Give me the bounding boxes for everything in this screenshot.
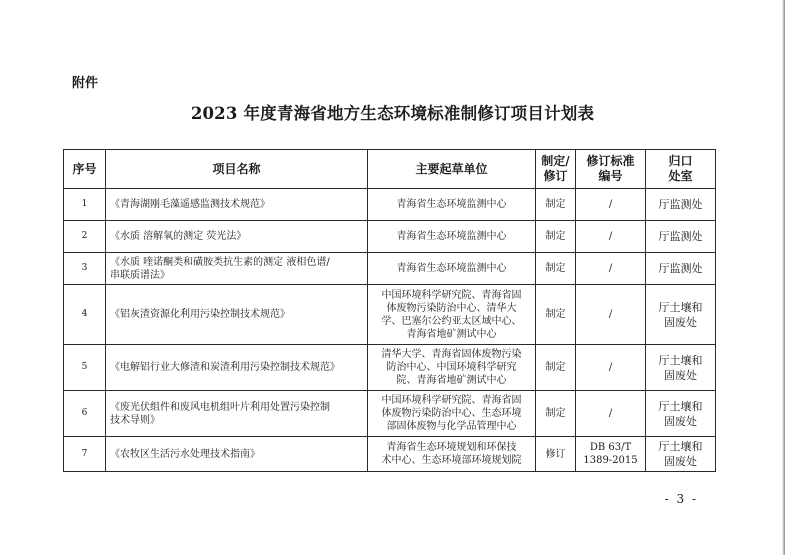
header-standard-line2: 编号 [598, 169, 623, 183]
row-formulate-revise: 制定 [536, 285, 576, 345]
row-responsible-department [646, 253, 716, 285]
row-serial-number: 4 [64, 285, 106, 345]
row-standard-number [576, 285, 646, 345]
row-serial-number: 6 [64, 391, 106, 437]
row-standard-number-line: / [608, 199, 613, 210]
row-standard-number [576, 189, 646, 221]
row-responsible-department-line: 厅监测处 [658, 262, 703, 275]
row-responsible-department-line: 固废处 [664, 455, 697, 468]
row-drafting-organization-line: 青海省生态环境规划和环保技 [386, 442, 517, 453]
table-row [64, 253, 716, 285]
row-responsible-department [646, 345, 716, 391]
row-drafting-organization-line: 清华大学、青海省固体废物污染 [381, 349, 522, 360]
table-row [64, 345, 716, 391]
row-drafting-organization-line: 中国环境科学研究院、青海省固 [381, 289, 522, 301]
row-formulate-revise: 制定 [536, 391, 576, 437]
row-responsible-department [646, 221, 716, 253]
row-standard-number [576, 253, 646, 285]
row-project-name [106, 437, 368, 472]
row-standard-number [576, 437, 646, 472]
header-drafting-organization: 主要起草单位 [368, 150, 536, 189]
row-drafting-organization [368, 345, 536, 391]
row-responsible-department [646, 189, 716, 221]
row-drafting-organization-line: 青海省生态环境监测中心 [396, 231, 507, 242]
table-header-row [64, 150, 716, 189]
row-drafting-organization-line: 术中心、生态环境部环境规划院 [381, 455, 522, 466]
row-serial-number: 3 [64, 253, 106, 285]
row-responsible-department-line: 厅土壤和 [658, 399, 703, 413]
row-responsible-department [646, 437, 716, 472]
row-serial-number: 7 [64, 437, 106, 472]
row-drafting-organization [368, 253, 536, 285]
header-responsible-department [646, 150, 716, 189]
row-drafting-organization-line: 学、巴塞尔公约亚太区域中心、 [381, 315, 522, 327]
row-drafting-organization-line: 中国环境科学研究院、青海省固 [381, 395, 522, 406]
row-project-name-line: 技术导则》 [110, 414, 160, 426]
row-responsible-department-line: 固废处 [664, 414, 697, 428]
row-project-name [106, 285, 368, 345]
header-department-line1: 归口 [668, 154, 693, 168]
row-project-name [106, 221, 368, 253]
header-project-name: 项目名称 [106, 150, 368, 189]
attachment-label: 附件 [72, 76, 99, 91]
header-formulate-revise [536, 150, 576, 189]
header-formulate-revise-line1: 制定/ [541, 154, 570, 168]
row-serial-number: 1 [64, 189, 106, 221]
row-drafting-organization [368, 437, 536, 472]
row-standard-number-line: 1389-2015 [583, 455, 638, 466]
row-serial-number: 2 [64, 221, 106, 253]
row-drafting-organization-line: 体废物污染防治中心、生态环境 [381, 408, 522, 419]
row-project-name-line: 串联质谱法》 [110, 269, 170, 281]
row-formulate-revise: 修订 [536, 437, 576, 472]
row-standard-number [576, 391, 646, 437]
row-responsible-department-line: 厅监测处 [658, 230, 703, 243]
row-drafting-organization-line: 青海省生态环境监测中心 [396, 199, 507, 210]
row-formulate-revise: 制定 [536, 345, 576, 391]
row-drafting-organization [368, 285, 536, 345]
row-formulate-revise: 制定 [536, 253, 576, 285]
row-drafting-organization-line: 部固体废物与化学品管理中心 [386, 421, 517, 432]
row-drafting-organization [368, 189, 536, 221]
row-standard-number [576, 345, 646, 391]
row-project-name-line: 《电解铝行业大修渣和炭渣利用污染控制技术规范》 [110, 362, 340, 373]
table-row [64, 437, 716, 472]
row-standard-number-line: / [608, 231, 613, 242]
row-project-name-line: 《水质 溶解氧的测定 荧光法》 [110, 231, 247, 242]
row-project-name-line: 《青海湖刚毛藻遥感监测技术规范》 [110, 199, 270, 210]
row-formulate-revise: 制定 [536, 221, 576, 253]
row-formulate-revise: 制定 [536, 189, 576, 221]
table-body [64, 189, 716, 472]
row-standard-number-line: / [608, 309, 613, 320]
row-responsible-department [646, 391, 716, 437]
row-drafting-organization-line: 青海省地矿测试中心 [406, 328, 497, 340]
row-project-name [106, 189, 368, 221]
row-responsible-department [646, 285, 716, 345]
header-revised-standard-number [576, 150, 646, 189]
row-drafting-organization [368, 221, 536, 253]
table-row [64, 391, 716, 437]
row-standard-number-line: / [608, 408, 613, 419]
table-row [64, 285, 716, 345]
row-drafting-organization-line: 青海省生态环境监测中心 [396, 263, 507, 274]
row-drafting-organization-line: 防治中心、中国环境科学研究 [386, 362, 517, 373]
row-responsible-department-line: 厅土壤和 [658, 440, 703, 453]
row-project-name-line: 《农牧区生活污水处理技术指南》 [110, 448, 260, 460]
row-serial-number: 5 [64, 345, 106, 391]
header-standard-line1: 修订标准 [586, 154, 635, 168]
row-responsible-department-line: 厅监测处 [658, 198, 703, 211]
row-responsible-department-line: 厅土壤和 [658, 353, 703, 367]
row-standard-number [576, 221, 646, 253]
row-project-name [106, 391, 368, 437]
header-serial-number: 序号 [64, 150, 106, 189]
row-drafting-organization [368, 391, 536, 437]
row-responsible-department-line: 固废处 [664, 315, 697, 329]
row-drafting-organization-line: 体废物污染防治中心、清华大 [386, 302, 517, 314]
standards-plan-table [63, 149, 716, 472]
document-title: 2023 年度青海省地方生态环境标准制修订项目计划表 [190, 104, 595, 123]
row-responsible-department-line: 厅土壤和 [658, 300, 703, 314]
table-row [64, 189, 716, 221]
row-project-name [106, 253, 368, 285]
row-project-name-line: 《铝灰渣资源化利用污染控制技术规范》 [110, 309, 290, 320]
row-responsible-department-line: 固废处 [664, 368, 697, 382]
table-row [64, 221, 716, 253]
row-project-name-line: 《废光伏组件和废风电机组叶片利用处置污染控制 [110, 401, 330, 413]
row-drafting-organization-line: 院、青海省地矿测试中心 [396, 375, 507, 386]
row-standard-number-line: DB 63/T [589, 442, 632, 453]
row-standard-number-line: / [608, 362, 613, 373]
row-project-name-line: 《水质 喹诺酮类和磺胺类抗生素的测定 液相色谱/ [110, 256, 330, 268]
row-standard-number-line: / [608, 263, 613, 274]
row-project-name [106, 345, 368, 391]
header-department-line2: 处室 [668, 169, 693, 183]
header-formulate-revise-line2: 修订 [543, 169, 568, 183]
page-number: - 3 - [664, 492, 698, 506]
